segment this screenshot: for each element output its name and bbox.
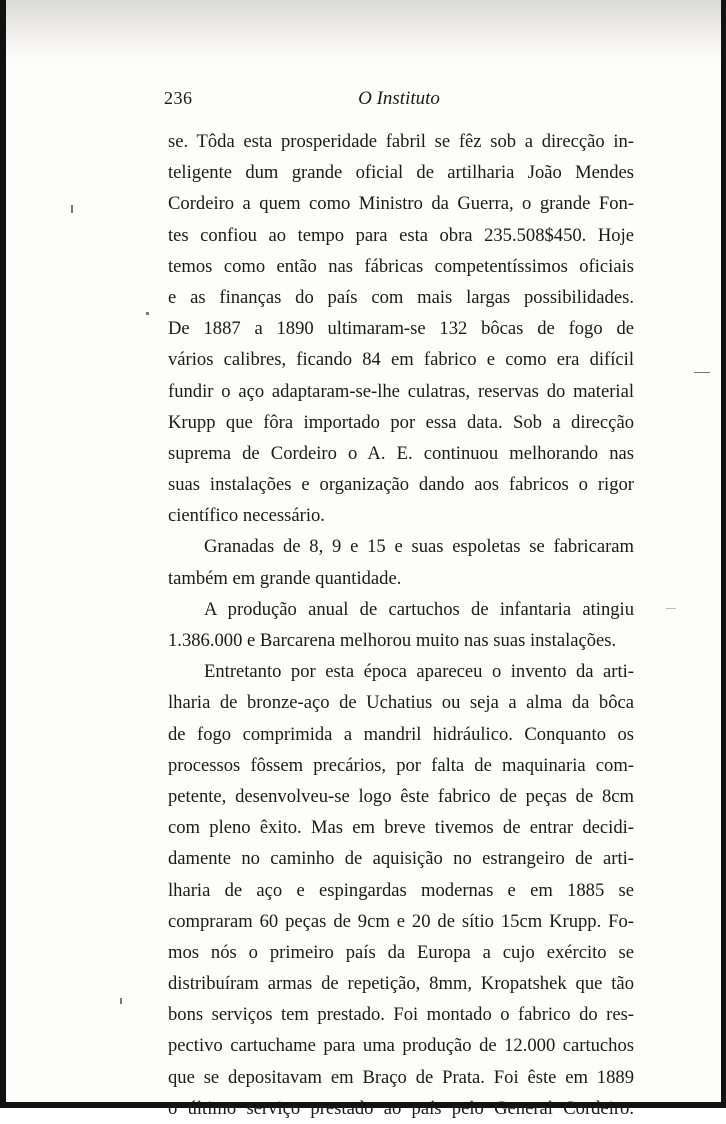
- page-header: [164, 88, 634, 112]
- scan-shadow: [6, 0, 721, 60]
- text-line: com pleno êxito. Mas em breve tivemos de entrar decidi-: [168, 817, 634, 839]
- text-line: A produção anual de cartuchos de infantaria atingiu: [204, 598, 634, 620]
- text-line: Entretanto por esta época apareceu o invento da arti-: [204, 661, 634, 683]
- text-line: suprema de Cordeiro o A. E. continuou melhorando nas: [168, 442, 634, 464]
- body-text: [168, 126, 634, 1124]
- running-title: O Instituto: [358, 88, 440, 109]
- text-line: Cordeiro a quem como Ministro da Guerra, o grande Fon-: [168, 193, 634, 215]
- scan-speck: [694, 372, 710, 373]
- text-line: 1.386.000 e Barcarena melhorou muito nas suas instalações.: [168, 630, 617, 651]
- text-line: científico necessário.: [168, 505, 325, 527]
- text-line: lharia de aço e espingardas modernas e em 1885 se: [168, 879, 634, 901]
- text-line: temos como então nas fábricas competentíssimos oficiais: [168, 255, 634, 277]
- text-line: processos fôssem precários, por falta de maquinaria com-: [168, 754, 634, 776]
- text-line: tes confiou ao tempo para esta obra 235.508$450. Hoje: [168, 224, 634, 246]
- text-line: de fogo comprimida a mandril hidráulico. Conquanto os: [168, 723, 634, 745]
- text-line: damente no caminho de aquisição no estrangeiro de arti-: [168, 848, 634, 870]
- text-line: mos nós o primeiro país da Europa a cujo exército se: [168, 941, 634, 963]
- text-line: petente, desenvolveu-se logo êste fabrico de peças de 8cm: [168, 785, 634, 807]
- scan-speck: [71, 205, 73, 213]
- text-line: distribuíram armas de repetição, 8mm, Kropatshek que tão: [168, 973, 634, 995]
- text-line: se. Tôda esta prosperidade fabril se fêz sob a direcção in-: [168, 131, 634, 152]
- text-line: Granadas de 8, 9 e 15 e suas espoletas se fabricaram: [204, 536, 634, 558]
- scan-speck: [146, 312, 149, 315]
- text-line: Krupp que fôra importado por essa data. Sob a direcção: [168, 411, 634, 433]
- text-line: vários calibres, ficando 84 em fabrico e como era difícil: [168, 349, 634, 371]
- text-line: fundir o aço adaptaram-se-lhe culatras, reservas do material: [168, 380, 634, 402]
- text-line: compraram 60 peças de 9cm e 20 de sítio 15cm Krupp. Fo-: [168, 910, 634, 932]
- scan-speck: [120, 998, 122, 1004]
- text-line: que se depositavam em Braço de Prata. Foi êste em 1889: [168, 1066, 634, 1088]
- text-line: teligente dum grande oficial de artilharia João Mendes: [168, 162, 634, 184]
- text-line: o último serviço prestado ao país pelo General Cordeiro.: [168, 1097, 634, 1119]
- text-line: e as finanças do país com mais largas possibilidades.: [168, 286, 634, 308]
- text-line: pectivo cartuchame para uma produção de 12.000 cartuchos: [168, 1035, 634, 1057]
- text-line: suas instalações e organização dando aos fabricos o rigor: [168, 474, 634, 496]
- text-line: bons serviços tem prestado. Foi montado o fabrico do res-: [168, 1004, 634, 1026]
- text-line: De 1887 a 1890 ultimaram-se 132 bôcas de fogo de: [168, 318, 634, 340]
- scan-speck: [666, 608, 676, 609]
- page-number: 236: [164, 88, 193, 108]
- text-line: lharia de bronze-aço de Uchatius ou seja a alma da bôca: [168, 692, 634, 714]
- text-line: também em grande quantidade.: [168, 567, 402, 589]
